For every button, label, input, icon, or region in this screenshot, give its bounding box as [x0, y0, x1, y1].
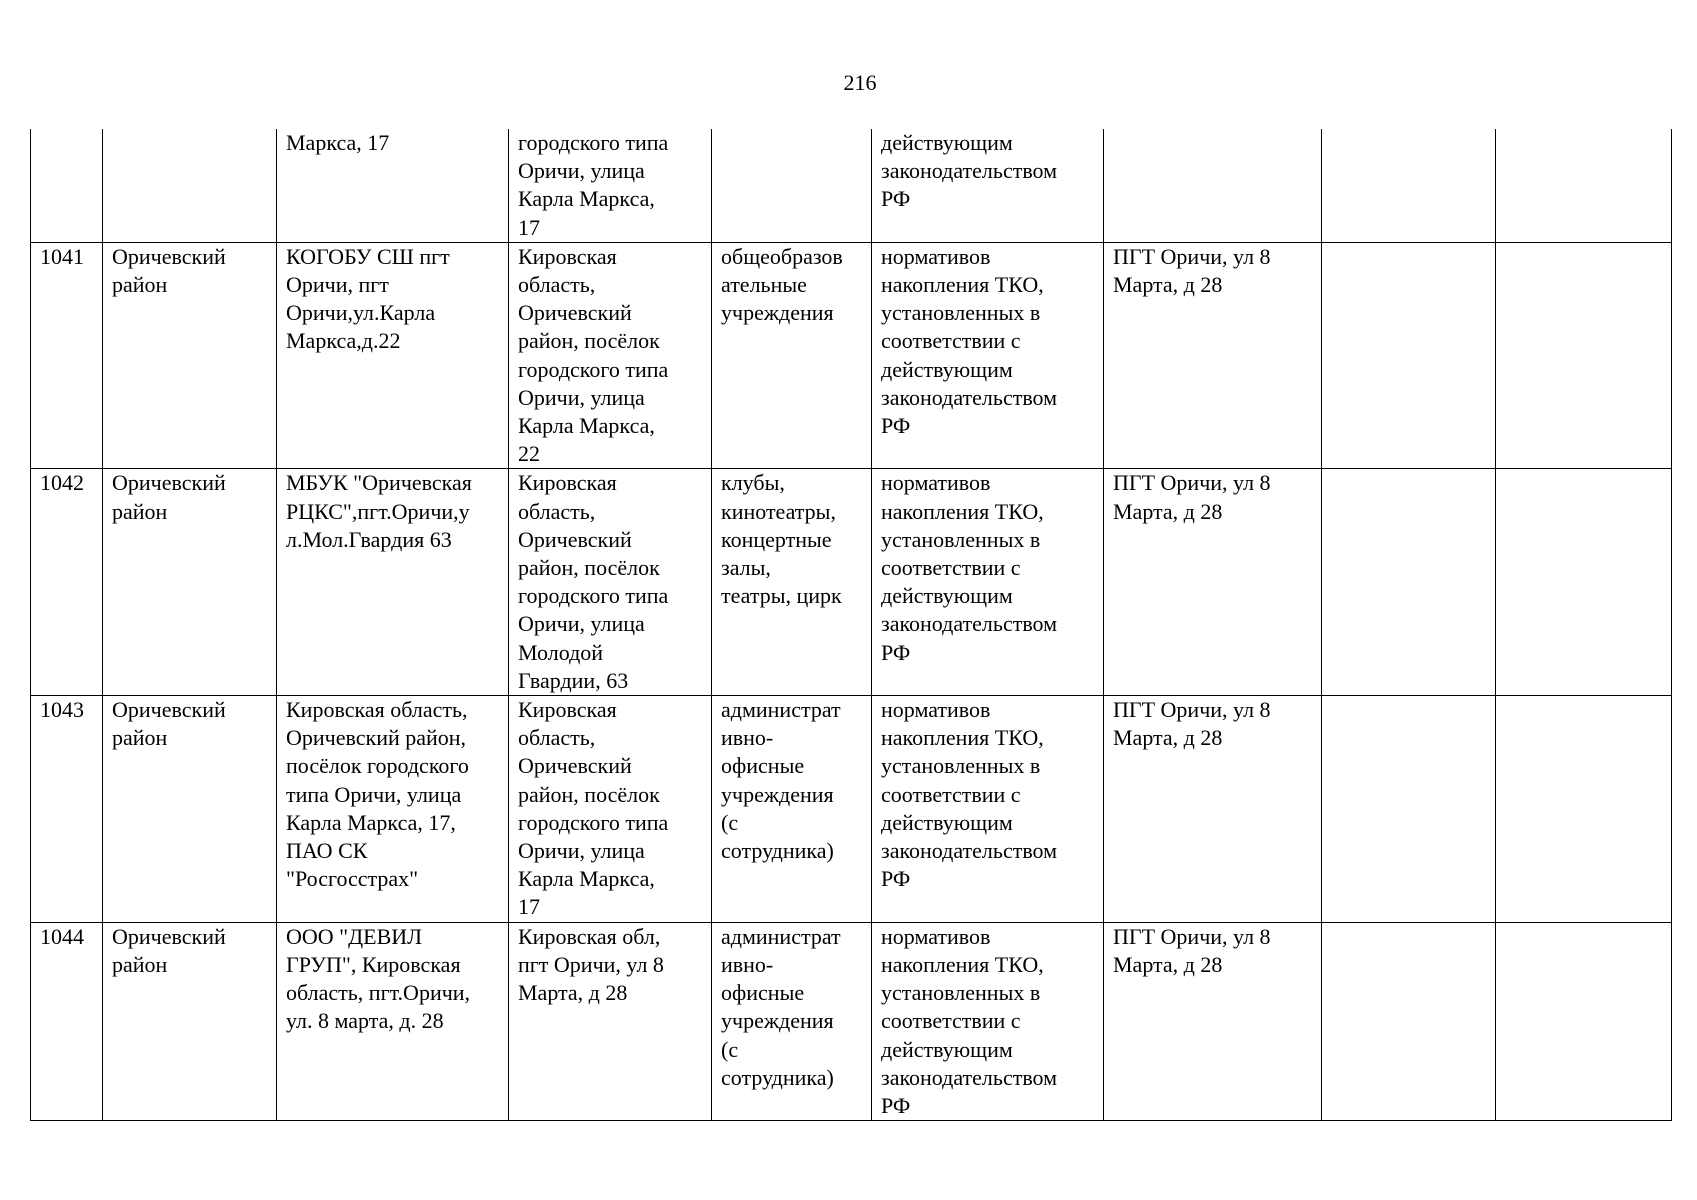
cell-address: Кировская область, Оричевский район, посёлок городского типа Оричи, улица Карла Маркса, 22: [509, 242, 712, 469]
cell-col9: [1496, 129, 1672, 242]
cell-category: клубы, кинотеатры, концертные залы, театры, цирк: [712, 469, 872, 696]
cell-norm: нормативов накопления ТКО, установленных в соответствии с действующим законодательством РФ: [872, 469, 1104, 696]
cell-district: Оричевский район: [103, 242, 277, 469]
cell-norm: нормативов накопления ТКО, установленных в соответствии с действующим законодательством РФ: [872, 922, 1104, 1120]
cell-district: [103, 129, 277, 242]
cell-district: Оричевский район: [103, 696, 277, 923]
cell-num: 1042: [31, 469, 103, 696]
cell-name: ООО "ДЕВИЛ ГРУП", Кировская область, пгт.Оричи, ул. 8 марта, д. 28: [277, 922, 509, 1120]
cell-name: КОГОБУ СШ пгт Оричи, пгт Оричи,ул.Карла Маркса,д.22: [277, 242, 509, 469]
cell-col8: [1322, 129, 1496, 242]
table-row: [31, 242, 1672, 469]
table-row: [31, 469, 1672, 696]
cell-col8: [1322, 469, 1496, 696]
cell-num: 1041: [31, 242, 103, 469]
table-row: [31, 922, 1672, 1120]
cell-col8: [1322, 922, 1496, 1120]
cell-col9: [1496, 469, 1672, 696]
cell-address: Кировская область, Оричевский район, посёлок городского типа Оричи, улица Молодой Гвардии, 63: [509, 469, 712, 696]
table-row: [31, 696, 1672, 923]
cell-site: ПГТ Оричи, ул 8 Марта, д 28: [1104, 696, 1322, 923]
page-number: 216: [843, 70, 877, 95]
cell-col9: [1496, 922, 1672, 1120]
table-row: [31, 129, 1672, 242]
cell-col9: [1496, 696, 1672, 923]
cell-name: Кировская область, Оричевский район, посёлок городского типа Оричи, улица Карла Маркса, 17, ПАО СК "Росгосстрах": [277, 696, 509, 923]
cell-col9: [1496, 242, 1672, 469]
cell-category: общеобразов ательные учреждения: [712, 242, 872, 469]
cell-district: Оричевский район: [103, 922, 277, 1120]
cell-norm: нормативов накопления ТКО, установленных в соответствии с действующим законодательством РФ: [872, 696, 1104, 923]
cell-category: администрат ивно- офисные учреждения (с сотрудника): [712, 922, 872, 1120]
cell-col8: [1322, 242, 1496, 469]
cell-site: [1104, 129, 1322, 242]
cell-norm: нормативов накопления ТКО, установленных в соответствии с действующим законодательством РФ: [872, 242, 1104, 469]
cell-norm: действующим законодательством РФ: [872, 129, 1104, 242]
cell-name: Маркса, 17: [277, 129, 509, 242]
cell-num: [31, 129, 103, 242]
cell-category: администрат ивно- офисные учреждения (с сотрудника): [712, 696, 872, 923]
registry-table: [30, 129, 1672, 1121]
cell-district: Оричевский район: [103, 469, 277, 696]
cell-address: городского типа Оричи, улица Карла Маркса, 17: [509, 129, 712, 242]
cell-site: ПГТ Оричи, ул 8 Марта, д 28: [1104, 469, 1322, 696]
cell-address: Кировская область, Оричевский район, посёлок городского типа Оричи, улица Карла Маркса, 17: [509, 696, 712, 923]
cell-site: ПГТ Оричи, ул 8 Марта, д 28: [1104, 242, 1322, 469]
cell-col8: [1322, 696, 1496, 923]
table-body: [31, 129, 1672, 1121]
cell-category: [712, 129, 872, 242]
cell-address: Кировская обл, пгт Оричи, ул 8 Марта, д 28: [509, 922, 712, 1120]
cell-num: 1043: [31, 696, 103, 923]
cell-site: ПГТ Оричи, ул 8 Марта, д 28: [1104, 922, 1322, 1120]
cell-name: МБУК "Оричевская РЦКС",пгт.Оричи,у л.Мол.Гвардия 63: [277, 469, 509, 696]
cell-num: 1044: [31, 922, 103, 1120]
